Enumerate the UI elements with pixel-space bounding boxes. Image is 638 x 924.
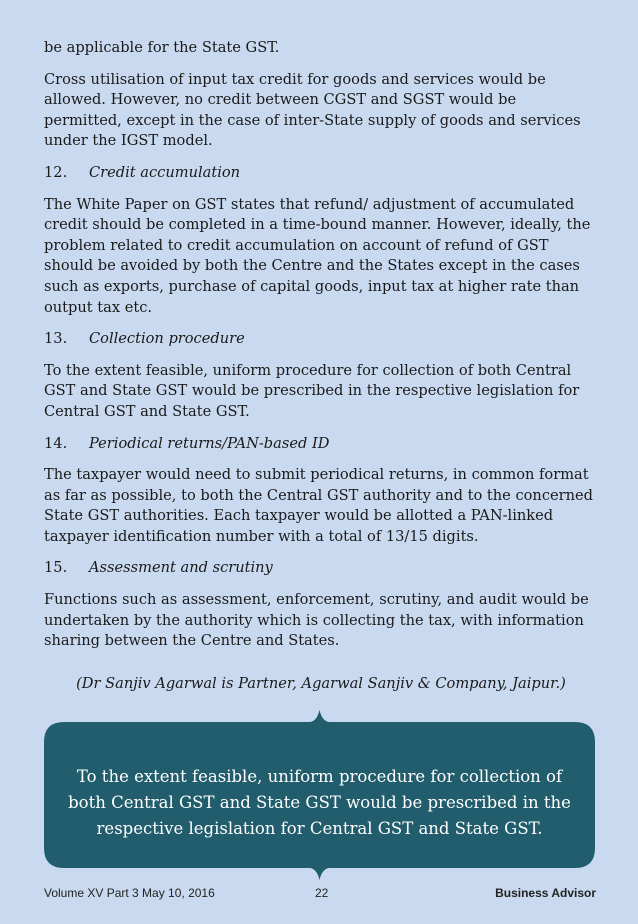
paragraph-cross-utilisation: Cross utilisation of input tax credit for goods and services would be allowed. However, no credit between CGST and SGST would be permitted, except in the case of inter-State supply of goods and services under the IGST model. bbox=[44, 70, 581, 150]
section-heading-13 bbox=[44, 329, 598, 350]
section-number: 13. bbox=[44, 330, 68, 348]
article-body bbox=[44, 38, 598, 709]
section-text-12: The White Paper on GST states that refund/ adjustment of accumulated credit should be completed in a time-bound manner. However, ideally, the problem related to credit accumulation on account of refund of GST should be avoided by both the Centre and the States except in the cases such as exports, purchase of capital goods, input tax at higher rate than output tax etc. bbox=[44, 195, 591, 316]
pull-quote-callout bbox=[44, 710, 595, 880]
footer-issue: Volume XV Part 3 May 10, 2016 bbox=[44, 886, 215, 900]
paragraph-continuation: be applicable for the State GST. bbox=[44, 39, 280, 56]
section-heading-15 bbox=[44, 558, 598, 579]
section-title: Credit accumulation bbox=[89, 163, 241, 181]
footer-page-number: 22 bbox=[315, 886, 329, 900]
section-heading-14 bbox=[44, 434, 598, 455]
section-title: Assessment and scrutiny bbox=[89, 559, 273, 577]
section-text-15: Functions such as assessment, enforcement, scrutiny, and audit would be undertaken by the authority which is collecting the tax, with information sharing between the Centre and States. bbox=[44, 591, 589, 650]
callout-line: respective legislation for Central GST and State GST. bbox=[96, 819, 543, 838]
callout-line: To the extent feasible, uniform procedure for collection of bbox=[76, 767, 563, 786]
callout-line: both Central GST and State GST would be prescribed in the bbox=[68, 793, 571, 812]
section-heading-12 bbox=[44, 163, 598, 184]
section-text-13: To the extent feasible, uniform procedure for collection of both Central GST and State GST would be prescribed in the respective legislation for Central GST and State GST. bbox=[44, 361, 580, 420]
section-title: Collection procedure bbox=[89, 330, 245, 348]
callout-text bbox=[44, 764, 595, 842]
section-number: 12. bbox=[44, 163, 68, 181]
section-text-14: The taxpayer would need to submit periodical returns, in common format as far as possible, to both the Central GST authority and to the concerned State GST authorities. Each taxpayer would be allotted a PAN-linked taxpayer identification number with a total of 13/15 digits. bbox=[44, 466, 593, 545]
footer-publication: Business Advisor bbox=[495, 886, 596, 900]
section-number: 14. bbox=[44, 434, 68, 452]
author-byline: (Dr Sanjiv Agarwal is Partner, Agarwal Sanjiv & Company, Jaipur.) bbox=[76, 674, 566, 692]
section-number: 15. bbox=[44, 559, 68, 577]
section-title: Periodical returns/PAN-based ID bbox=[89, 434, 330, 452]
